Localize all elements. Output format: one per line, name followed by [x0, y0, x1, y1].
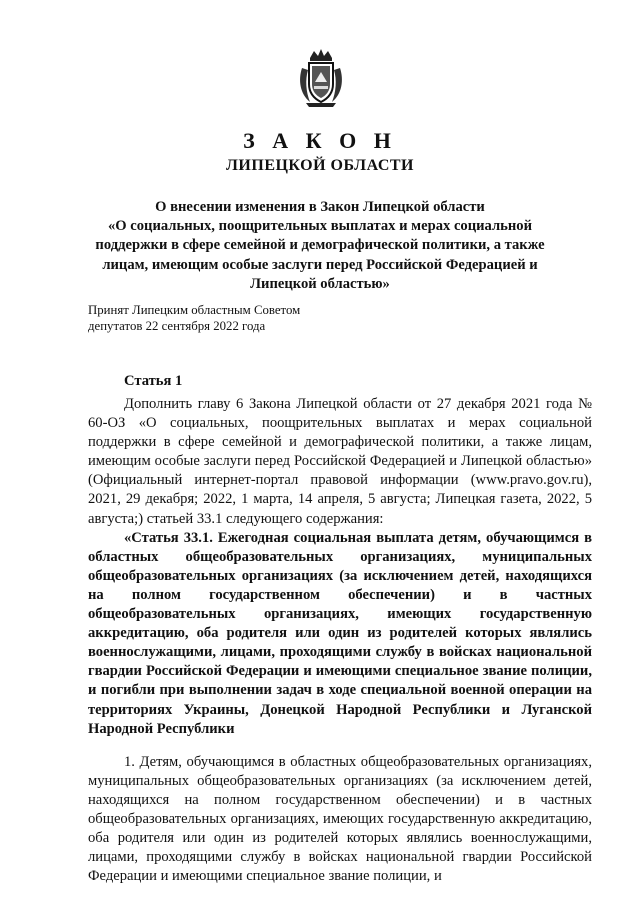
- law-title-line: лицам, имеющим особые заслуги перед Российской Федерацией и: [102, 256, 538, 273]
- adoption-note-line: Принят Липецким областным Советом: [88, 303, 301, 317]
- law-heading: З А К О Н: [243, 128, 397, 153]
- law-title-line: О внесении изменения в Закон Липецкой области: [155, 199, 485, 215]
- law-title: [88, 198, 552, 294]
- law-title-line: Липецкой областью»: [250, 275, 390, 292]
- article-body: [88, 395, 592, 886]
- coat-of-arms-icon: [296, 48, 346, 108]
- new-article-title-paragraph: «Статья 33.1. Ежегодная социальная выплата детям, обучающимся в областных общеобразовательных организациях, муниципальных общеобразовательных организациях (за исключением детей, находящихся на полном государственном обеспечении) и в частных общеобразовательных организациях, имеющих государственную аккредитацию, оба родителя или один из родителей которых являлись военнослужащими, лицами, проходящими службу в войсках национальной гвардии Российской Федерации и имеющими специальное звание полиции, и погибли при выполнении задач в ходе специальной военной операции на территориях Украины, Донецкой Народной Республики и Луганской Народной Республики: [88, 529, 592, 737]
- region-heading: ЛИПЕЦКОЙ ОБЛАСТИ: [226, 157, 414, 174]
- adoption-note: [88, 302, 388, 334]
- article-heading: Статья 1: [124, 373, 183, 389]
- adoption-note-line: депутатов 22 сентября 2022 года: [88, 319, 266, 333]
- article-item-1-paragraph: 1. Детям, обучающимся в областных общеобразовательных организациях, муниципальных общеобразовательных организациях (за исключением детей, находящихся на полном государственном обеспечении) и в частных общеобразовательных организациях, имеющих государственную аккредитацию, оба родителя или один из родителей которых являлись военнослужащими, лицами, проходящими службу в войсках национальной гвардии Российской Федерации и имеющими специальное звание полиции, и: [88, 753, 592, 885]
- law-title-line: поддержки в сфере семейной и демографической политики, а также: [95, 237, 545, 254]
- law-title-line: «О социальных, поощрительных выплатах и мерах социальной: [107, 218, 532, 235]
- article-intro-paragraph: Дополнить главу 6 Закона Липецкой области от 27 декабря 2021 года № 60-ОЗ «О социальных, поощрительных выплатах и мерах социальной поддержки в сфере семейной и демографической политики, а также лицам, имеющим особые заслуги перед Российской Федерацией и Липецкой областью» (Официальный интернет-портал правовой информации (www.pravo.gov.ru), 2021, 29 декабря; 2022, 1 марта, 14 апреля, 5 августа; Липецкая газета, 2022, 5 августа;) статьей 33.1 следующего содержания:: [88, 396, 592, 527]
